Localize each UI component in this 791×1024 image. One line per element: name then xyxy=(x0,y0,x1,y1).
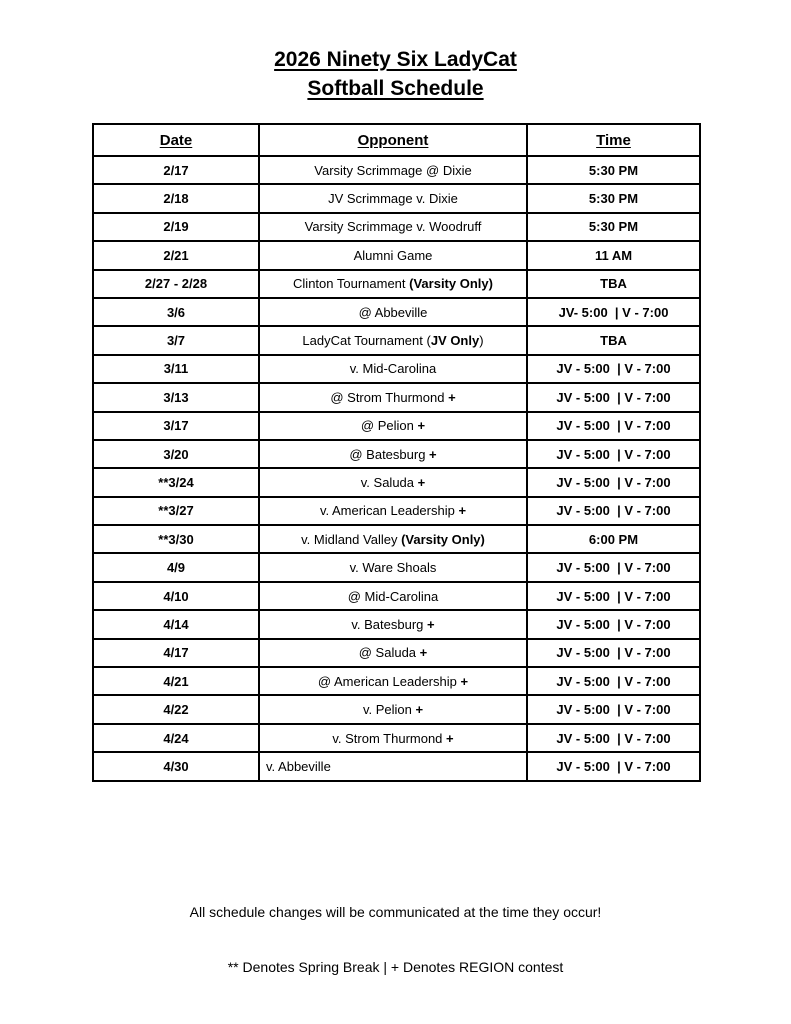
game-date: 4/14 xyxy=(93,610,259,638)
game-time: TBA xyxy=(527,326,700,354)
game-date: 4/30 xyxy=(93,752,259,780)
game-date: **3/24 xyxy=(93,468,259,496)
legend-note: ** Denotes Spring Break | + Denotes REGION contest xyxy=(227,959,564,975)
schedule-changes-note: All schedule changes will be communicated at the time they occur! xyxy=(189,904,602,920)
game-time: JV - 5:00 | V - 7:00 xyxy=(527,695,700,723)
opponent-qualifier: + xyxy=(427,616,435,632)
game-time: JV - 5:00 | V - 7:00 xyxy=(527,639,700,667)
table-row xyxy=(93,355,700,383)
opponent-name: JV Scrimmage v. Dixie xyxy=(328,191,458,207)
opponent-qualifier: + xyxy=(419,645,428,661)
game-date: 2/21 xyxy=(93,241,259,269)
opponent-name: v. Batesburg xyxy=(351,616,428,632)
game-date: **3/27 xyxy=(93,497,259,525)
opponent-name: v. Saluda xyxy=(360,474,418,490)
opponent-qualifier: (Varsity Only) xyxy=(401,531,485,547)
opponent-name: @ Strom Thurmond xyxy=(330,389,449,405)
table-row xyxy=(93,468,700,496)
table-row xyxy=(93,610,700,638)
game-time: JV - 5:00 | V - 7:00 xyxy=(527,752,700,780)
opponent-name: @ Pelion xyxy=(360,418,418,434)
game-date: 2/19 xyxy=(93,213,259,241)
opponent-name: LadyCat Tournament ( xyxy=(302,333,431,349)
table-row xyxy=(93,156,700,184)
game-date: 4/21 xyxy=(93,667,259,695)
table-row xyxy=(93,241,700,269)
opponent-name: @ Saluda xyxy=(358,645,420,661)
table-row xyxy=(93,213,700,241)
document-title: 2026 Ninety Six LadyCat xyxy=(274,48,517,71)
game-time: JV - 5:00 | V - 7:00 xyxy=(527,497,700,525)
game-opponent xyxy=(259,610,527,638)
game-date: 3/11 xyxy=(93,355,259,383)
game-opponent xyxy=(259,355,527,383)
game-date: 4/9 xyxy=(93,553,259,581)
game-opponent xyxy=(259,270,527,298)
game-time: 5:30 PM xyxy=(527,184,700,212)
opponent-name: v. Mid-Carolina xyxy=(349,361,437,377)
table-row xyxy=(93,270,700,298)
game-time: JV - 5:00 | V - 7:00 xyxy=(527,383,700,411)
game-opponent xyxy=(259,667,527,695)
table-row xyxy=(93,752,700,780)
column-header-opponent: Opponent xyxy=(259,124,527,156)
column-header-time: Time xyxy=(527,124,700,156)
game-opponent xyxy=(259,724,527,752)
opponent-name: @ American Leadership xyxy=(317,673,461,689)
game-opponent xyxy=(259,440,527,468)
table-row xyxy=(93,497,700,525)
game-opponent xyxy=(259,184,527,212)
opponent-qualifier: + xyxy=(415,702,424,718)
game-opponent xyxy=(259,241,527,269)
game-opponent xyxy=(259,525,527,553)
game-date: 2/17 xyxy=(93,156,259,184)
opponent-qualifier: + xyxy=(417,474,426,490)
game-opponent xyxy=(259,468,527,496)
game-time: JV - 5:00 | V - 7:00 xyxy=(527,412,700,440)
game-date: **3/30 xyxy=(93,525,259,553)
game-time: JV - 5:00 | V - 7:00 xyxy=(527,582,700,610)
opponent-name: v. Ware Shoals xyxy=(349,560,437,576)
game-date: 4/22 xyxy=(93,695,259,723)
opponent-name: v. Midland Valley xyxy=(301,531,402,547)
opponent-name: Varsity Scrimmage @ Dixie xyxy=(314,162,472,178)
game-time: 11 AM xyxy=(527,241,700,269)
opponent-name: @ Abbeville xyxy=(358,304,428,320)
opponent-qualifier-close: ) xyxy=(479,333,484,349)
schedule-table xyxy=(92,123,701,782)
table-row xyxy=(93,298,700,326)
table-row xyxy=(93,184,700,212)
game-opponent xyxy=(259,695,527,723)
opponent-qualifier: JV Only xyxy=(430,333,480,349)
game-time: JV - 5:00 | V - 7:00 xyxy=(527,468,700,496)
game-time: JV - 5:00 | V - 7:00 xyxy=(527,355,700,383)
game-opponent xyxy=(259,213,527,241)
game-opponent xyxy=(259,497,527,525)
game-date: 3/13 xyxy=(93,383,259,411)
game-date: 2/27 - 2/28 xyxy=(93,270,259,298)
game-time: 6:00 PM xyxy=(527,525,700,553)
game-date: 3/7 xyxy=(93,326,259,354)
opponent-name: @ Mid-Carolina xyxy=(347,588,439,604)
game-opponent xyxy=(259,383,527,411)
table-row xyxy=(93,412,700,440)
opponent-name: @ Batesburg xyxy=(349,446,430,462)
game-date: 4/17 xyxy=(93,639,259,667)
table-row xyxy=(93,639,700,667)
document-subtitle: Softball Schedule xyxy=(307,77,484,100)
opponent-qualifier: (Varsity Only) xyxy=(409,276,493,292)
table-row xyxy=(93,553,700,581)
game-date: 3/6 xyxy=(93,298,259,326)
game-date: 3/17 xyxy=(93,412,259,440)
opponent-name: Clinton Tournament xyxy=(293,276,410,292)
opponent-name: v. Pelion xyxy=(362,702,416,718)
opponent-name: Alumni Game xyxy=(353,247,433,263)
game-time: JV- 5:00 | V - 7:00 xyxy=(527,298,700,326)
opponent-name: v. American Leadership xyxy=(319,503,459,519)
game-opponent xyxy=(259,582,527,610)
game-time: JV - 5:00 | V - 7:00 xyxy=(527,553,700,581)
game-date: 2/18 xyxy=(93,184,259,212)
table-row xyxy=(93,440,700,468)
game-opponent xyxy=(259,639,527,667)
table-row xyxy=(93,326,700,354)
opponent-qualifier: + xyxy=(429,446,437,462)
game-time: JV - 5:00 | V - 7:00 xyxy=(527,440,700,468)
game-opponent xyxy=(259,752,527,780)
table-row xyxy=(93,724,700,752)
game-opponent xyxy=(259,298,527,326)
opponent-qualifier: + xyxy=(417,418,426,434)
opponent-name: Varsity Scrimmage v. Woodruff xyxy=(304,219,482,235)
game-time: TBA xyxy=(527,270,700,298)
game-date: 4/24 xyxy=(93,724,259,752)
table-row xyxy=(93,525,700,553)
game-time: 5:30 PM xyxy=(527,156,700,184)
game-time: 5:30 PM xyxy=(527,213,700,241)
game-opponent xyxy=(259,553,527,581)
opponent-name: v. Strom Thurmond xyxy=(332,730,447,746)
game-time: JV - 5:00 | V - 7:00 xyxy=(527,724,700,752)
game-time: JV - 5:00 | V - 7:00 xyxy=(527,610,700,638)
table-header-row xyxy=(93,124,700,156)
opponent-qualifier: + xyxy=(448,389,456,405)
table-row xyxy=(93,667,700,695)
game-opponent xyxy=(259,156,527,184)
table-row xyxy=(93,582,700,610)
game-opponent xyxy=(259,412,527,440)
game-opponent xyxy=(259,326,527,354)
table-row xyxy=(93,383,700,411)
table-row xyxy=(93,695,700,723)
opponent-qualifier: + xyxy=(460,673,469,689)
game-time: JV - 5:00 | V - 7:00 xyxy=(527,667,700,695)
game-date: 4/10 xyxy=(93,582,259,610)
game-date: 3/20 xyxy=(93,440,259,468)
opponent-qualifier: + xyxy=(446,730,454,746)
column-header-date: Date xyxy=(93,124,259,156)
opponent-qualifier: + xyxy=(458,503,467,519)
schedule-body xyxy=(93,156,700,781)
opponent-name: v. Abbeville xyxy=(266,758,331,774)
